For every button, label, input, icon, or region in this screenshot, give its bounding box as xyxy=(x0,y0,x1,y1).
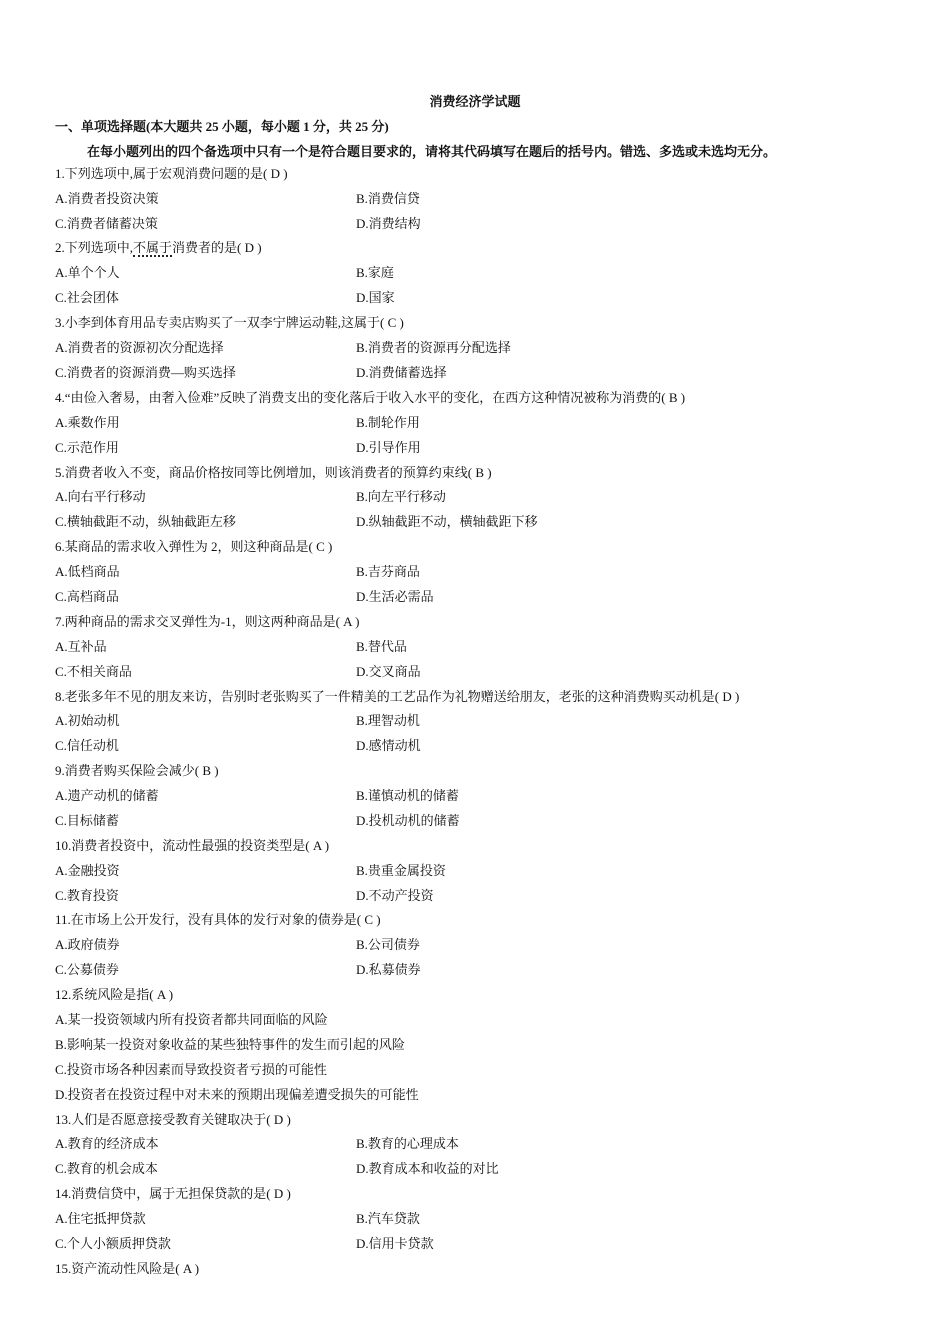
option-d: D.消费储蓄选择 xyxy=(356,365,447,380)
option-d: D.消费结构 xyxy=(356,216,421,231)
question-stem: 12.系统风险是指( A ) xyxy=(55,987,174,1002)
question-stem: 3.小李到体育用品专卖店购买了一双李宁牌运动鞋,这属于( C ) xyxy=(55,315,404,330)
option-d: D.投机动机的储蓄 xyxy=(356,813,460,828)
option-d: D.不动产投资 xyxy=(356,888,434,903)
option-b: B.汽车贷款 xyxy=(356,1211,420,1226)
question-stem: 8.老张多年不见的朋友来访，告别时老张购买了一件精美的工艺品作为礼物赠送给朋友，老张的这种消费购买动机是( D ) xyxy=(55,689,740,704)
question-stem: 7.两种商品的需求交叉弹性为-1，则这两种商品是( A ) xyxy=(55,614,360,629)
option-c: C.高档商品 xyxy=(55,589,119,604)
question-stem: 11.在市场上公开发行，没有具体的发行对象的债券是( C ) xyxy=(55,912,381,927)
option-c: C.示范作用 xyxy=(55,440,119,455)
option-b: B.吉芬商品 xyxy=(356,564,420,579)
option-b: B.谨慎动机的储蓄 xyxy=(356,788,459,803)
question-stem: 13.人们是否愿意接受教育关键取决于( D ) xyxy=(55,1112,291,1127)
option-c: C.公募债券 xyxy=(55,962,119,977)
question-stem: 10.消费者投资中，流动性最强的投资类型是( A ) xyxy=(55,838,330,853)
option-c: C.不相关商品 xyxy=(55,664,132,679)
option-b: B.影响某一投资对象收益的某些独特事件的发生而引起的风险 xyxy=(55,1037,405,1052)
option-b: B.家庭 xyxy=(356,265,394,280)
option-d: D.感情动机 xyxy=(356,738,421,753)
option-d: D.投资者在投资过程中对未来的预期出现偏差遭受损失的可能性 xyxy=(55,1087,419,1102)
option-c: C.横轴截距不动，纵轴截距左移 xyxy=(55,514,236,529)
option-b: B.向左平行移动 xyxy=(356,489,446,504)
option-c: C.消费者的资源消费—购买选择 xyxy=(55,365,236,380)
option-a: A.某一投资领域内所有投资者都共同面临的风险 xyxy=(55,1012,328,1027)
question-stem: 9.消费者购买保险会减少( B ) xyxy=(55,763,219,778)
stem-text: 2.下列选项中, xyxy=(55,240,134,255)
option-d: D.生活必需品 xyxy=(356,589,434,604)
option-c: C.社会团体 xyxy=(55,290,119,305)
option-a: A.遗产动机的储蓄 xyxy=(55,788,159,803)
option-d: D.教育成本和收益的对比 xyxy=(356,1161,499,1176)
option-a: A.住宅抵押贷款 xyxy=(55,1211,146,1226)
option-c: C.信任动机 xyxy=(55,738,119,753)
option-b: B.消费信贷 xyxy=(356,191,420,206)
option-b: B.消费者的资源再分配选择 xyxy=(356,340,511,355)
option-a: A.单个个人 xyxy=(55,265,120,280)
option-c: C.教育投资 xyxy=(55,888,119,903)
question-stem: 14.消费信贷中，属于无担保贷款的是( D ) xyxy=(55,1186,291,1201)
emphasis-dotted-text: 不属于 xyxy=(133,240,173,255)
option-d: D.引导作用 xyxy=(356,440,421,455)
option-c: C.教育的机会成本 xyxy=(55,1161,158,1176)
option-a: A.向右平行移动 xyxy=(55,489,146,504)
stem-text: 消费者的是( D ) xyxy=(172,240,262,255)
option-a: A.初始动机 xyxy=(55,713,120,728)
option-a: A.互补品 xyxy=(55,639,107,654)
option-b: B.教育的心理成本 xyxy=(356,1136,459,1151)
option-c: C.消费者储蓄决策 xyxy=(55,216,158,231)
option-d: D.交叉商品 xyxy=(356,664,421,679)
option-d: D.纵轴截距不动，横轴截距下移 xyxy=(356,514,538,529)
option-a: A.政府债券 xyxy=(55,937,120,952)
option-a: A.乘数作用 xyxy=(55,415,120,430)
question-stem: 1.下列选项中,属于宏观消费问题的是( D ) xyxy=(55,166,288,181)
question-stem: 4.“由俭入奢易，由奢入俭难”反映了消费支出的变化落后于收入水平的变化，在西方这种情况被称为消费的( B ) xyxy=(55,390,686,405)
section-heading: 一、单项选择题(本大题共 25 小题，每小题 1 分，共 25 分) xyxy=(55,119,389,134)
option-c: C.个人小额质押贷款 xyxy=(55,1236,171,1251)
document-title: 消费经济学试题 xyxy=(429,94,521,109)
option-a: A.金融投资 xyxy=(55,863,120,878)
option-c: C.目标储蓄 xyxy=(55,813,119,828)
option-a: A.消费者投资决策 xyxy=(55,191,159,206)
question-stem: 6.某商品的需求收入弹性为 2，则这种商品是( C ) xyxy=(55,539,333,554)
option-c: C.投资市场各种因素而导致投资者亏损的可能性 xyxy=(55,1062,327,1077)
option-a: A.教育的经济成本 xyxy=(55,1136,159,1151)
option-b: B.制轮作用 xyxy=(356,415,420,430)
option-a: A.低档商品 xyxy=(55,564,120,579)
question-stem: 15.资产流动性风险是( A ) xyxy=(55,1261,200,1276)
option-d: D.信用卡贷款 xyxy=(356,1236,434,1251)
option-b: B.替代品 xyxy=(356,639,407,654)
option-d: D.私募债券 xyxy=(356,962,421,977)
question-stem: 5.消费者收入不变，商品价格按同等比例增加，则该消费者的预算约束线( B ) xyxy=(55,465,492,480)
instructions: 在每小题列出的四个备选项中只有一个是符合题目要求的，请将其代码填写在题后的括号内。错选、多选或未选均无分。 xyxy=(87,144,777,159)
option-d: D.国家 xyxy=(356,290,395,305)
option-b: B.贵重金属投资 xyxy=(356,863,446,878)
option-a: A.消费者的资源初次分配选择 xyxy=(55,340,224,355)
option-b: B.公司债券 xyxy=(356,937,420,952)
option-b: B.理智动机 xyxy=(356,713,420,728)
question-stem xyxy=(55,240,262,256)
